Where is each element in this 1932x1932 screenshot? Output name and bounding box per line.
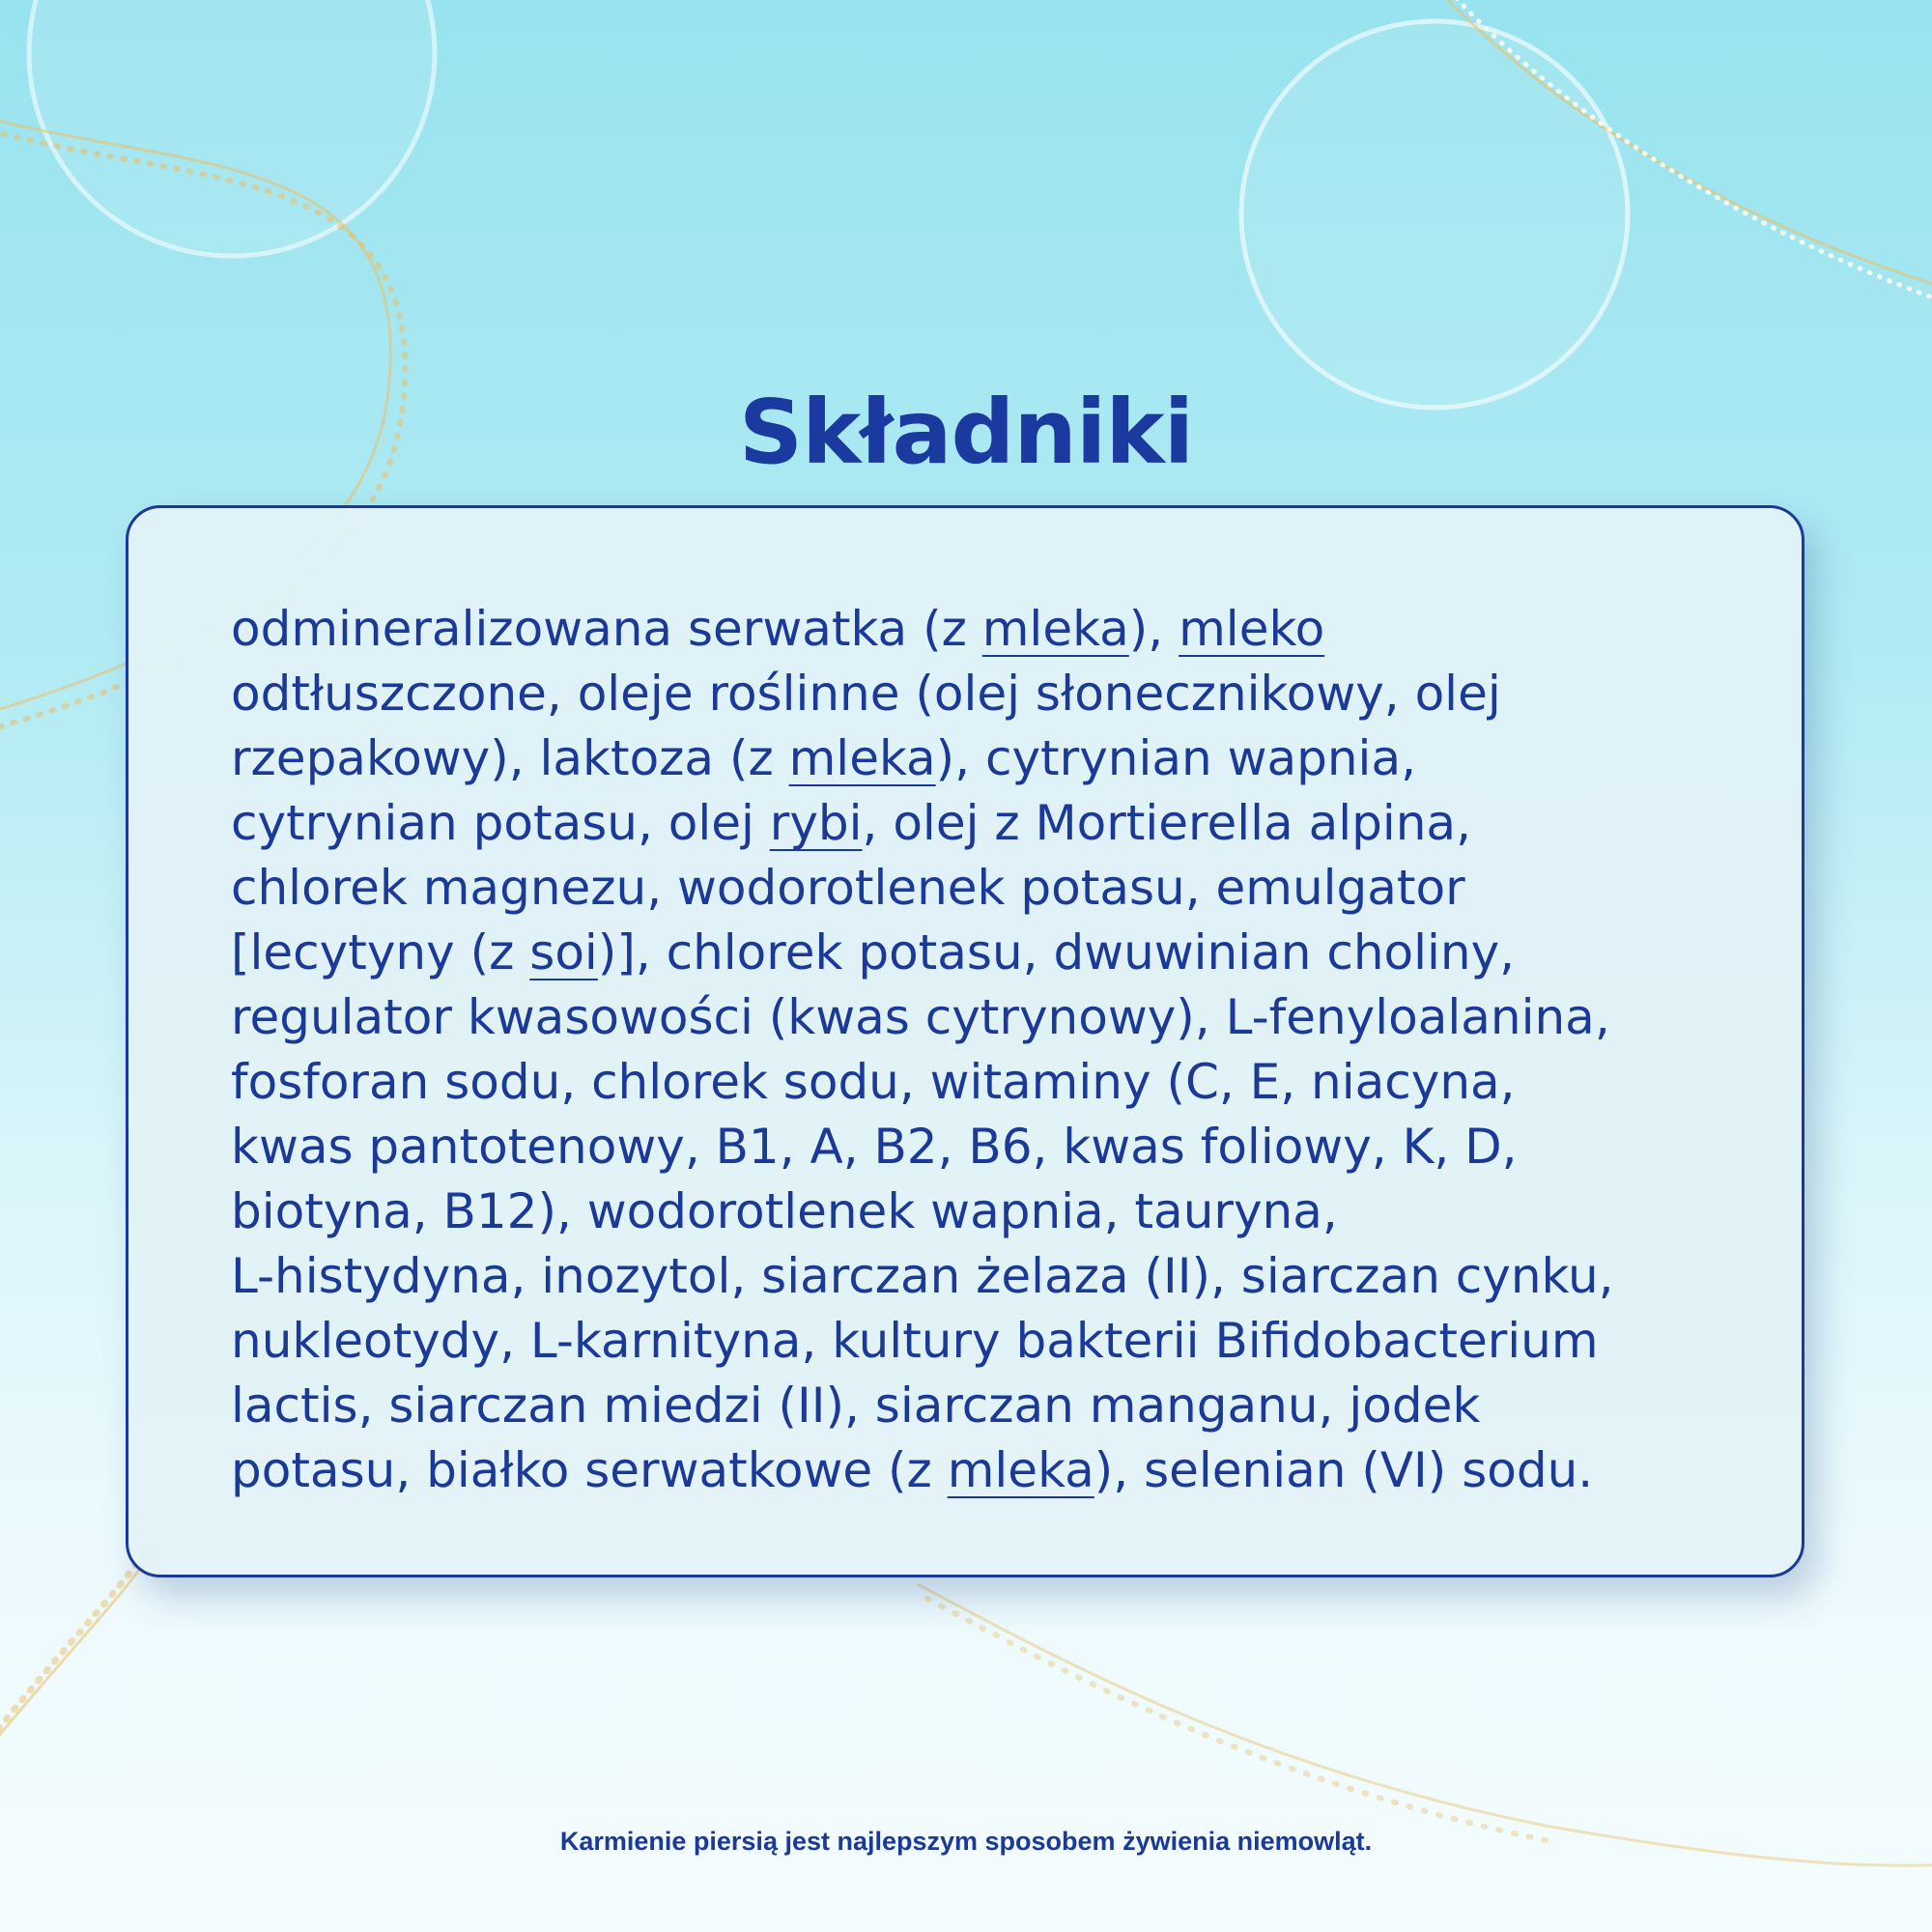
allergen-highlight: mleko bbox=[1179, 601, 1325, 657]
light-bubble-left bbox=[29, 0, 435, 256]
allergen-highlight: mleka bbox=[947, 1442, 1094, 1498]
ingredient-line bbox=[231, 726, 1738, 791]
ingredient-text: ), bbox=[1128, 601, 1179, 657]
ingredient-text: regulator kwasowości (kwas cytrynowy), L-fenyloalanina, bbox=[231, 989, 1610, 1045]
ingredient-line bbox=[231, 597, 1738, 662]
ingredient-text: odmineralizowana serwatka (z bbox=[231, 601, 982, 657]
page-title: Składniki bbox=[738, 380, 1194, 484]
ingredient-text: potasu, białko serwatkowe (z bbox=[231, 1442, 948, 1498]
gold-thread-bottom-middle bbox=[918, 1584, 1932, 1865]
ingredient-line bbox=[231, 985, 1738, 1050]
gold-dots-bottom-left bbox=[0, 1550, 145, 1739]
ingredient-text: cytrynian potasu, olej bbox=[231, 795, 770, 851]
ingredients-text bbox=[231, 597, 1738, 1503]
ingredient-line bbox=[231, 791, 1738, 856]
gold-dots-top-right bbox=[1449, 0, 1932, 304]
light-bubble-right bbox=[1241, 21, 1628, 408]
ingredient-text: rzepakowy), laktoza (z bbox=[231, 730, 789, 786]
ingredient-text: odtłuszczone, oleje roślinne (olej słonecznikowy, olej bbox=[231, 666, 1501, 722]
ingredient-line bbox=[231, 1050, 1738, 1115]
allergen-highlight: mleka bbox=[788, 730, 936, 786]
gold-thread-bottom-left bbox=[0, 1546, 155, 1758]
ingredient-text: , olej z Mortierella alpina, bbox=[862, 795, 1471, 851]
ingredient-line bbox=[231, 1179, 1738, 1244]
ingredient-line bbox=[231, 1438, 1738, 1503]
ingredient-line bbox=[231, 1309, 1738, 1374]
ingredient-text: kwas pantotenowy, B1, A, B2, B6, kwas foliowy, K, D, bbox=[231, 1119, 1518, 1175]
ingredient-text: ), cytrynian wapnia, bbox=[935, 730, 1416, 786]
ingredient-line bbox=[231, 1115, 1738, 1179]
ingredient-line bbox=[231, 662, 1738, 726]
breastfeeding-notice: Karmienie piersią jest najlepszym sposobem żywienia niemowląt. bbox=[559, 1827, 1373, 1856]
ingredients-card bbox=[126, 505, 1804, 1577]
ingredient-line bbox=[231, 856, 1738, 921]
allergen-highlight: rybi bbox=[769, 795, 863, 851]
allergen-highlight: soi bbox=[529, 924, 598, 980]
ingredient-text: )], chlorek potasu, dwuwinian choliny, bbox=[597, 924, 1516, 980]
ingredient-text: biotyna, B12), wodorotlenek wapnia, tauryna, bbox=[231, 1183, 1338, 1239]
ingredient-line bbox=[231, 921, 1738, 985]
ingredient-text: ), selenian (VI) sodu. bbox=[1094, 1442, 1594, 1498]
ingredient-text: [lecytyny (z bbox=[231, 924, 530, 980]
ingredient-text: fosforan sodu, chlorek sodu, witaminy (C, E, niacyna, bbox=[231, 1054, 1516, 1110]
ingredient-line bbox=[231, 1374, 1738, 1438]
ingredient-line bbox=[231, 1244, 1738, 1309]
ingredient-text: L-histydyna, inozytol, siarczan żelaza (II), siarczan cynku, bbox=[231, 1248, 1614, 1304]
ingredient-text: nukleotydy, L-karnityna, kultury bakterii Bifidobacterium bbox=[231, 1313, 1599, 1369]
ingredient-text: chlorek magnezu, wodorotlenek potasu, emulgator bbox=[231, 860, 1465, 916]
allergen-highlight: mleka bbox=[981, 601, 1129, 657]
ingredient-text: lactis, siarczan miedzi (II), siarczan manganu, jodek bbox=[231, 1378, 1481, 1434]
gold-dots-bottom-middle bbox=[927, 1599, 1546, 1840]
gold-thread-top-right bbox=[1430, 0, 1932, 290]
